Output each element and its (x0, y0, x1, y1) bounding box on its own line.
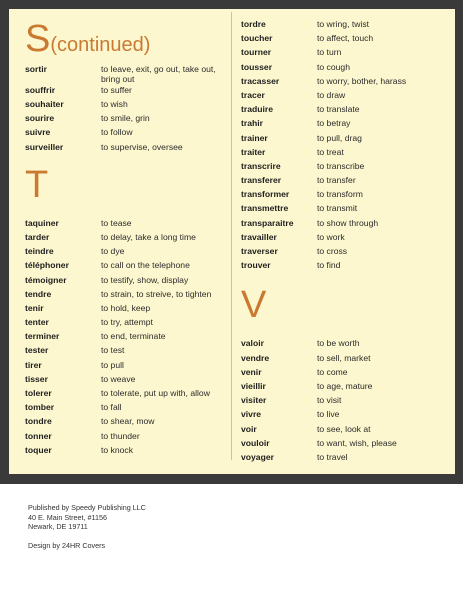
vocab-entry (25, 345, 225, 359)
vocab-entry (241, 381, 451, 395)
vocab-entry (25, 402, 225, 416)
address-line-1: 40 E. Main Street, #1156 (28, 512, 107, 522)
vocab-entry (241, 189, 451, 203)
section-letter: S (25, 18, 51, 60)
vocab-definition: to work (317, 231, 345, 242)
section-suffix: (continued) (50, 34, 151, 56)
column-divider (231, 12, 232, 460)
vocab-definition: to test (101, 345, 125, 356)
vocab-entry (241, 33, 451, 47)
vocab-entry (25, 99, 225, 113)
vocab-definition: to thunder (101, 430, 140, 441)
vocab-entry (25, 113, 225, 127)
vocab-entry (25, 374, 225, 388)
vocab-entry (25, 142, 225, 156)
vocab-word: surveiller (25, 141, 64, 152)
vocab-entry (241, 424, 451, 438)
vocab-word: tarder (25, 231, 50, 242)
vocab-word: teindre (25, 246, 54, 257)
vocab-definition: to betray (317, 118, 351, 129)
vocab-entry (241, 338, 451, 352)
vocab-definition: to leave, exit, go out, take out, bring out (101, 64, 216, 85)
vocab-entry (25, 317, 225, 331)
vocab-word: valoir (241, 338, 264, 349)
vocab-entry (25, 232, 225, 246)
vocab-word: trouver (241, 260, 271, 271)
vocab-definition: to live (317, 409, 340, 420)
vocab-entry (25, 416, 225, 430)
vocab-definition: to draw (317, 89, 346, 100)
vocab-word: trainer (241, 132, 268, 143)
vocab-definition: to cough (317, 61, 350, 72)
vocab-word: visiter (241, 395, 267, 406)
vocab-definition: to weave (101, 373, 136, 384)
vocab-word: sortir (25, 64, 47, 74)
vocab-entry (241, 118, 451, 132)
vocab-word: toquer (25, 444, 52, 455)
vocab-word: transparaitre (241, 217, 294, 228)
vocab-word: tracasser (241, 75, 280, 86)
section-letter: T (25, 163, 49, 206)
vocab-definition: to come (317, 366, 348, 377)
vocab-definition: to see, look at (317, 423, 371, 434)
vocab-definition: to call on the telephone (101, 260, 190, 271)
vocab-definition: to age, mature (317, 380, 373, 391)
vocab-definition: to transfer (317, 175, 356, 186)
vocab-definition: to smile, grin (101, 113, 150, 124)
vocab-definition: to fall (101, 402, 122, 413)
vocab-definition: to knock (101, 444, 134, 455)
vocab-word: témoigner (25, 274, 67, 285)
vocab-word: taquiner (25, 217, 59, 228)
vocab-entry (241, 232, 451, 246)
section-heading-t (25, 163, 225, 206)
vocab-entry (241, 452, 451, 466)
vocab-definition: to cross (317, 246, 348, 256)
vocab-entry (241, 104, 451, 118)
vocab-entry (25, 218, 225, 232)
vocab-word: trahir (241, 118, 263, 129)
vocab-word: terminer (25, 331, 60, 342)
s-entry-list (25, 64, 225, 156)
vocab-word: traduire (241, 104, 273, 115)
vocab-entry (241, 218, 451, 232)
publisher-info (28, 503, 146, 550)
vocab-word: tenter (25, 317, 49, 328)
vocab-entry (241, 133, 451, 147)
vocab-word: transmettre (241, 203, 289, 214)
vocab-definition: to testify, show, display (101, 274, 189, 285)
vocab-word: toucher (241, 33, 273, 44)
address-line-2: Newark, DE 19711 (28, 522, 88, 532)
vocab-word: traverser (241, 246, 278, 256)
vocab-definition: to be worth (317, 338, 360, 349)
vocab-definition: to hold, keep (101, 302, 151, 313)
vocab-definition: to shear, mow (101, 416, 155, 427)
vocab-definition: to visit (317, 395, 342, 406)
vocab-entry (241, 19, 451, 33)
vocab-word: tordre (241, 19, 266, 29)
vocab-word: tester (25, 345, 49, 356)
v-entry-list (241, 338, 451, 466)
vocab-word: sourire (25, 113, 55, 124)
vocab-entry (241, 409, 451, 423)
vocab-word: transformer (241, 189, 290, 200)
vocab-word: transferer (241, 175, 282, 186)
vocab-word: tisser (25, 373, 48, 384)
right-column (241, 19, 451, 466)
vocab-definition: to find (317, 260, 341, 271)
vocab-definition: to affect, touch (317, 33, 374, 44)
vocab-entry (241, 203, 451, 217)
vocab-definition: to transform (317, 189, 363, 200)
vocab-entry (25, 331, 225, 345)
vocab-entry (241, 62, 451, 76)
vocab-definition: to transmit (317, 203, 358, 214)
vocab-entry (25, 260, 225, 274)
t-entry-list (25, 218, 225, 459)
vocab-definition: to wring, twist (317, 19, 370, 29)
vocab-word: venir (241, 366, 262, 377)
section-heading-s (25, 20, 225, 58)
vocab-entry (25, 127, 225, 141)
vocab-definition: to show through (317, 217, 379, 228)
vocab-entry (25, 64, 225, 85)
vocab-word: vendre (241, 352, 270, 363)
vocab-entry (241, 353, 451, 367)
vocab-definition: to tease (101, 217, 132, 228)
vocab-entry (25, 445, 225, 459)
vocab-word: voir (241, 423, 257, 434)
vocab-entry (25, 303, 225, 317)
vocab-definition: to worry, bother, harass (317, 75, 407, 86)
vocab-word: tendre (25, 288, 52, 299)
vocab-word: tenir (25, 302, 44, 313)
vocab-word: souffrir (25, 84, 56, 95)
vocab-definition: to follow (101, 127, 133, 138)
vocab-definition: to pull (101, 359, 124, 370)
vocab-definition: to travel (317, 451, 348, 462)
vocab-definition: to want, wish, please (317, 437, 397, 448)
vocab-entry (25, 431, 225, 445)
vocab-entry (25, 360, 225, 374)
vocab-definition: to sell, market (317, 352, 371, 363)
section-heading-v (241, 284, 451, 327)
vocab-word: tracer (241, 89, 265, 100)
vocab-word: souhaiter (25, 99, 64, 109)
vocab-word: tondre (25, 416, 52, 427)
vocab-definition: to try, attempt (101, 317, 153, 328)
vocab-definition: to translate (317, 104, 360, 115)
vocab-definition: to transcribe (317, 160, 365, 171)
vocab-entry (241, 161, 451, 175)
vocab-entry (25, 275, 225, 289)
vocab-definition: to suffer (101, 84, 132, 95)
vocab-definition: to turn (317, 47, 342, 58)
vocab-word: tonner (25, 430, 52, 441)
vocab-word: vivre (241, 409, 262, 420)
vocab-definition: to wish (101, 99, 128, 109)
vocab-entry (241, 175, 451, 189)
publisher-line: Published by Speedy Publishing LLC (28, 503, 146, 512)
vocab-entry (241, 438, 451, 452)
design-credit: Design by 24HR Covers (28, 540, 106, 550)
section-letter: V (241, 284, 267, 327)
vocab-word: téléphoner (25, 260, 69, 271)
vocab-definition: to pull, drag (317, 132, 362, 143)
vocab-entry (241, 147, 451, 161)
vocab-definition: to treat (317, 146, 344, 157)
vocab-word: tolerer (25, 388, 52, 398)
vocab-word: tomber (25, 402, 55, 413)
left-column (25, 20, 225, 459)
vocab-definition: to supervise, oversee (101, 141, 183, 152)
vocab-definition: to strain, to streive, to tighten (101, 288, 212, 299)
vocab-entry (25, 388, 225, 402)
vocab-definition: to tolerate, put up with, allow (101, 388, 210, 398)
vocab-entry (25, 85, 225, 99)
vocab-word: travailler (241, 231, 277, 242)
vocab-entry (241, 367, 451, 381)
vocab-entry (241, 246, 451, 260)
vocab-word: vouloir (241, 437, 270, 448)
vocab-word: tousser (241, 61, 273, 72)
vocab-word: tirer (25, 359, 42, 370)
vocab-definition: to delay, take a long time (101, 231, 196, 242)
vocab-entry (25, 289, 225, 303)
vocab-definition: to end, terminate (101, 331, 166, 342)
vocab-entry (241, 395, 451, 409)
vocab-word: suivre (25, 127, 51, 138)
vocab-definition: to dye (101, 246, 125, 257)
vocab-entry (241, 90, 451, 104)
vocab-word: tourner (241, 47, 272, 58)
vocab-word: vieillir (241, 380, 266, 391)
vocab-word: voyager (241, 451, 274, 462)
vocab-word: traiter (241, 146, 266, 157)
vocab-entry (241, 76, 451, 90)
vocab-entry (241, 260, 451, 274)
t-entry-list-continued (241, 19, 451, 274)
vocab-entry (241, 47, 451, 61)
vocab-entry (25, 246, 225, 260)
vocab-word: transcrire (241, 160, 281, 171)
